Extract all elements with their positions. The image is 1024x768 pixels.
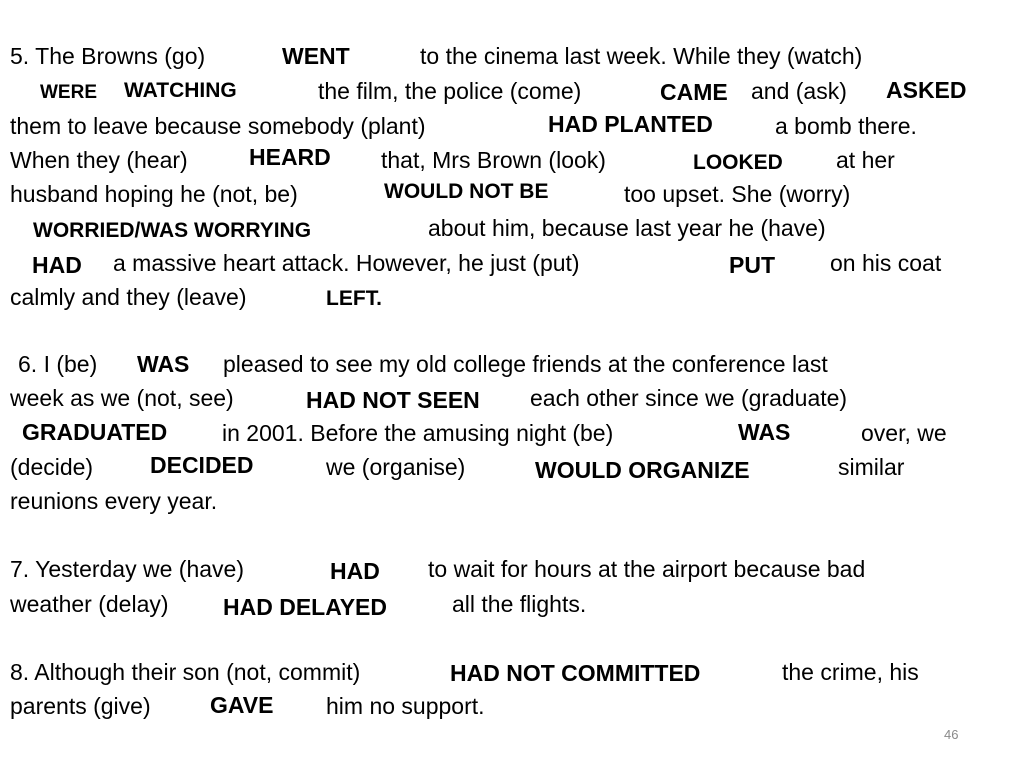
ex5-text: and (ask) [751,78,847,104]
ex5-answer: WENT [282,43,350,69]
page-number: 46 [944,727,959,742]
ex5-answer: HAD [32,252,82,278]
ex5-answer: HEARD [249,144,331,170]
ex5-text: them to leave because somebody (plant) [10,113,426,139]
ex7-text: all the flights. [452,591,587,617]
ex5-answer: WATCHING [124,79,237,102]
ex7-answer: HAD [330,558,380,584]
ex5-answer: PUT [729,252,775,278]
ex5-text: husband hoping he (not, be) [10,181,298,207]
ex6-text: over, we [861,420,947,446]
ex5-answer: HAD PLANTED [548,111,713,137]
ex5-text: to the cinema last week. While they (watch) [420,43,863,69]
ex8-answer: HAD NOT COMMITTED [450,660,701,686]
ex8-answer: GAVE [210,692,274,718]
ex6-text: reunions every year. [10,488,218,514]
ex6-text: 6. I (be) [18,351,98,377]
ex5-text: on his coat [830,250,942,276]
ex6-text: in 2001. Before the amusing night (be) [222,420,614,446]
ex8-text: the crime, his [782,659,919,685]
ex6-text: similar [838,454,905,480]
ex5-answer: WERE [40,82,97,103]
ex6-text: week as we (not, see) [10,385,234,411]
ex5-text: about him, because last year he (have) [428,215,826,241]
ex5-text: that, Mrs Brown (look) [381,147,606,173]
ex7-answer: HAD DELAYED [223,594,388,620]
ex5-text: a bomb there. [775,113,917,139]
ex5-answer: WORRIED/WAS WORRYING [33,219,312,242]
ex6-answer: HAD NOT SEEN [306,387,480,413]
ex6-answer: GRADUATED [22,419,168,445]
ex5-text: calmly and they (leave) [10,284,247,310]
ex5-answer: WOULD NOT BE [384,180,549,203]
ex6-text: (decide) [10,454,94,480]
ex6-answer: WAS [137,351,190,377]
ex5-text: too upset. She (worry) [624,181,851,207]
ex5-text: the film, the police (come) [318,78,582,104]
ex5-answer: CAME [660,79,728,105]
ex6-answer: WOULD ORGANIZE [535,457,750,483]
ex5-answer: ASKED [886,77,967,103]
ex6-text: each other since we (graduate) [530,385,848,411]
ex8-text: him no support. [326,693,485,719]
ex5-text: a massive heart attack. However, he just (put) [113,250,580,276]
ex8-text: parents (give) [10,693,151,719]
ex5-text: at her [836,147,895,173]
ex5-text: When they (hear) [10,147,188,173]
ex8-text: 8. Although their son (not, commit) [10,659,361,685]
ex6-answer: DECIDED [150,452,254,478]
ex5-text: 5. The Browns (go) [10,43,206,69]
ex6-text: pleased to see my old college friends at the conference last [223,351,828,377]
ex7-text: weather (delay) [10,591,169,617]
ex7-text: to wait for hours at the airport because bad [428,556,866,582]
ex6-text: we (organise) [326,454,466,480]
ex7-text: 7. Yesterday we (have) [10,556,244,582]
ex5-answer: LOOKED [693,151,783,174]
ex6-answer: WAS [738,419,791,445]
ex5-answer: LEFT. [326,287,382,310]
